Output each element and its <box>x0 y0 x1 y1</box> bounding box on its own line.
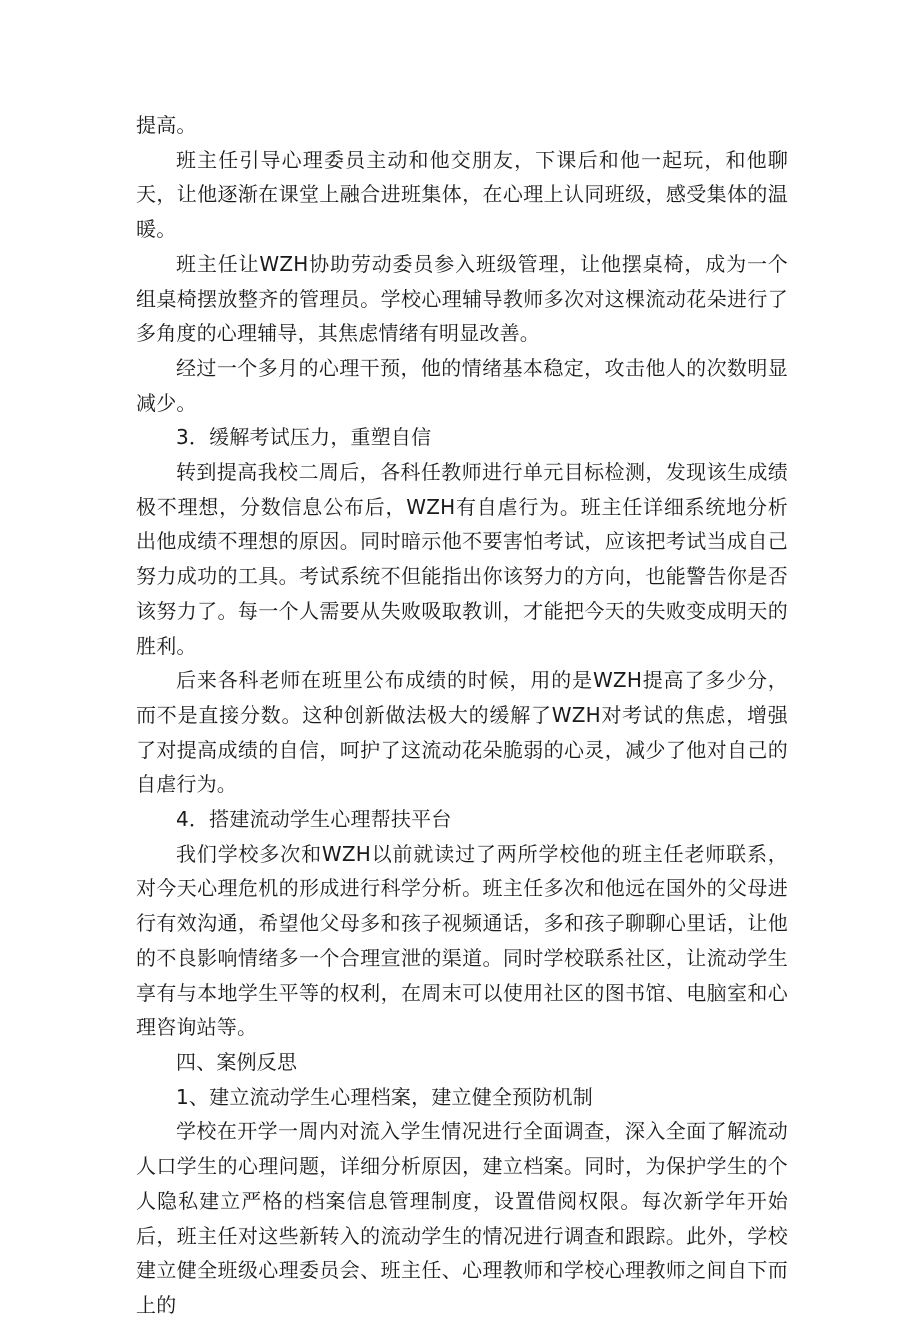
subsection-heading-1: 1、建立流动学生心理档案，建立健全预防机制 <box>176 1084 593 1109</box>
paragraph-7: 我们学校多次和WZH以前就读过了两所学校他的班主任老师联系，对今天心理危机的形成进行科学分析。班主任多次和他远在国外的父母进行有效沟通，希望他父母多和孩子视频通话，多和孩子聊聊心里话，让他的不良影响情绪多一个合理宣泄的渠道。同时学校联系社区，让流动学生享有与本地学生平等的权利，在周末可以使用社区的图书馆、电脑室和心理咨询站等。 <box>136 841 788 1040</box>
section-heading-reflection: 四、案例反思 <box>176 1049 298 1074</box>
paragraph-2: 班主任引导心理委员主动和他交朋友，下课后和他一起玩，和他聊天，让他逐渐在课堂上融合进班集体，在心理上认同班级，感受集体的温暖。 <box>136 147 788 242</box>
paragraph-6: 后来各科老师在班里公布成绩的时候，用的是WZH提高了多少分，而不是直接分数。这种创新做法极大的缓解了WZH对考试的焦虑，增强了对提高成绩的自信，呵护了这流动花朵脆弱的心灵，减少了他对自己的自虐行为。 <box>136 668 788 797</box>
paragraph-4: 经过一个多月的心理干预，他的情绪基本稳定，攻击他人的次数明显减少。 <box>136 355 788 415</box>
paragraph-1: 提高。 <box>136 113 197 137</box>
section-heading-3: 3．缓解考试压力，重塑自信 <box>176 425 432 450</box>
paragraph-5: 转到提高我校二周后，各科任教师进行单元目标检测，发现该生成绩极不理想，分数信息公布后，WZH有自虐行为。班主任详细系统地分析出他成绩不理想的原因。同时暗示他不要害怕考试，应该把考试当成自己努力成功的工具。考试系统不但能指出你该努力的方向，也能警告你是否该努力了。每一个人需要从失败吸取教训，才能把今天的失败变成明天的胜利。 <box>136 460 788 658</box>
section-heading-4: 4．搭建流动学生心理帮扶平台 <box>176 807 452 832</box>
document-body <box>136 108 788 1323</box>
paragraph-3: 班主任让WZH协助劳动委员参入班级管理，让他摆桌椅，成为一个组桌椅摆放整齐的管理员。学校心理辅导教师多次对这棵流动花朵进行了多角度的心理辅导，其焦虑情绪有明显改善。 <box>136 251 788 346</box>
paragraph-8: 学校在开学一周内对流入学生情况进行全面调查，深入全面了解流动人口学生的心理问题，详细分析原因，建立档案。同时，为保护学生的个人隐私建立严格的档案信息管理制度，设置借阅权限。每次新学年开始后，班主任对这些新转入的流动学生的情况进行调查和跟踪。此外，学校建立健全班级心理委员会、班主任、心理教师和学校心理教师之间自下而上的 <box>136 1119 788 1317</box>
